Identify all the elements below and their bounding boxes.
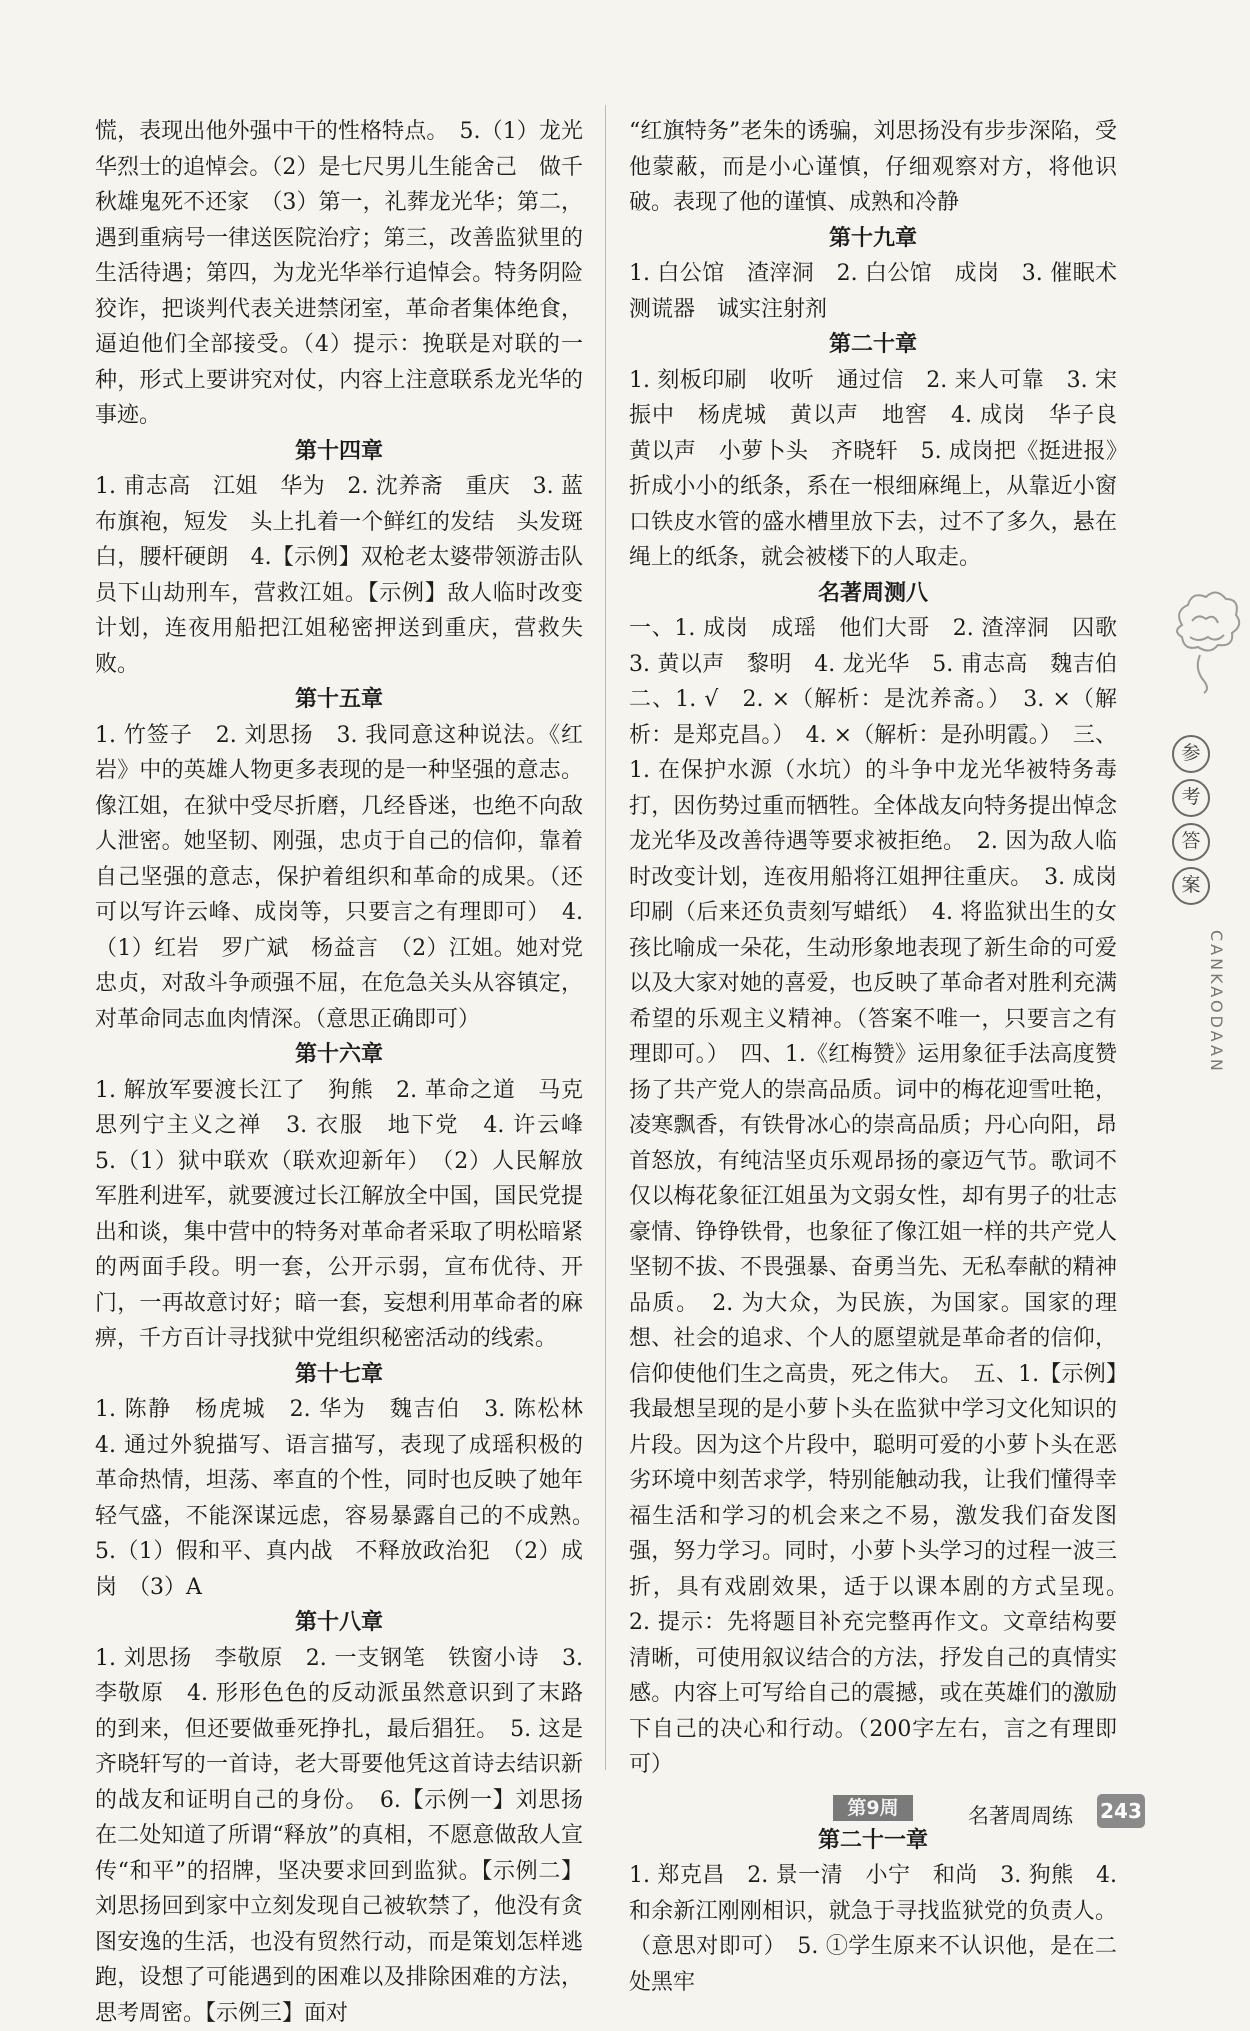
section-title: 第十四章 (95, 434, 583, 470)
column-divider (605, 105, 606, 1770)
answer-section (629, 221, 1117, 328)
section-title: 第二十章 (629, 327, 1117, 363)
answer-tab-char: 案 (1172, 867, 1210, 905)
left-column (95, 114, 583, 2031)
answer-tab-pinyin: CANKAODAAN (1200, 930, 1226, 1074)
answer-section (629, 1823, 1117, 2001)
answer-text: 1. 刻板印刷 收听 通过信 2. 来人可靠 3. 宋振中 杨虎城 黄以声 地窖 4. 成岗 华子良 黄以声 小萝卜头 齐晓轩 5. 成岗把《挺进报》折成小小的纸条，系在一根细麻绳上，从靠近小窗口铁皮水管的盛水槽里放下去，过不了多久，悬在绳上的纸条，就会被楼下的人取走。 (629, 363, 1117, 576)
answer-section (95, 682, 583, 1037)
section-title: 第十九章 (629, 221, 1117, 257)
answer-text: 1. 白公馆 渣滓洞 2. 白公馆 成岗 3. 催眠术 测谎器 诚实注射剂 (629, 256, 1117, 327)
section-title: 第十七章 (95, 1357, 583, 1393)
footer-book-title: 名著周周练 (968, 1800, 1073, 1830)
answer-tab-char: 答 (1172, 823, 1210, 861)
week-label: 第9周 (833, 1795, 913, 1821)
answer-text: 慌，表现出他外强中干的性格特点。 5.（1）龙光华烈士的追悼会。（2）是七尺男儿生能舍己 做千秋雄鬼死不还家 （3）第一，礼葬龙光华；第二，遇到重病号一律送医院治疗；第三，改善监狱里的生活待遇；第四，为龙光华举行追悼会。特务阴险狡诈，把谈判代表关进禁闭室，革命者集体绝食，逼迫他们全部接受。（4）提示：挽联是对联的一种，形式上要讲究对仗，内容上注意联系龙光华的事迹。 (95, 114, 583, 434)
answer-text: 1. 刘思扬 李敬原 2. 一支钢笔 铁窗小诗 3. 李敬原 4. 形形色色的反动派虽然意识到了末路的到来，但还要做垂死挣扎，最后猖狂。 5. 这是齐晓轩写的一首诗，老大哥要他凭这首诗去结识新的战友和证明自己的身份。 6.【示例一】刘思扬在二处知道了所谓“释放”的真相，不愿意做敌人宣传“和平”的招牌，坚决要求回到监狱。【示例二】刘思扬回到家中立刻发现自己被软禁了，他没有贪图安逸的生活，也没有贸然行动，而是策划怎样逃跑，设想了可能遇到的困难以及排除困难的方法，思考周密。【示例三】面对 (95, 1641, 583, 2031)
answer-text: 1. 陈静 杨虎城 2. 华为 魏吉伯 3. 陈松林 4. 通过外貌描写、语言描写，表现了成瑶积极的革命热情，坦荡、率直的个性，同时也反映了她年轻气盛，不能深谋远虑，容易暴露自己的不成熟。 5.（1）假和平、真内战 不释放政治犯 （2）成岗 （3）A (95, 1392, 583, 1605)
answer-section (95, 1037, 583, 1357)
answer-text: 1. 竹签子 2. 刘思扬 3. 我同意这种说法。《红岩》中的英雄人物更多表现的是一种坚强的意志。像江姐，在狱中受尽折磨，几经昏迷，也绝不向敌人泄密。她坚韧、刚强，忠贞于自己的信仰，靠着自己坚强的意志，保护着组织和革命的成果。（还可以写许云峰、成岗等，只要言之有理即可） 4.（1）红岩 罗广斌 杨益言 （2）江姐。她对党忠贞，对敌斗争顽强不屈，在危急关头从容镇定，对革命同志血肉情深。（意思正确即可） (95, 718, 583, 1038)
answer-tab-char: 参 (1172, 735, 1210, 773)
section-title: 名著周测八 (629, 576, 1117, 612)
answer-tab (1172, 735, 1212, 911)
right-column (629, 114, 1117, 2000)
section-title: 第十六章 (95, 1037, 583, 1073)
section-title: 第十五章 (95, 682, 583, 718)
answer-text: 一、1. 成岗 成瑶 他们大哥 2. 渣滓洞 囚歌 3. 黄以声 黎明 4. 龙光华 5. 甫志高 魏吉伯 二、1. √ 2. ×（解析：是沈养斋。） 3. ×（解析：是郑克昌。） 4. ×（解析：是孙明霞。） 三、1. 在保护水源（水坑）的斗争中龙光华被特务毒打，因伤势过重而牺牲。全体战友向特务提出悼念龙光华及改善待遇等要求被拒绝。 2. 因为敌人临时改变计划，连夜用船将江姐押往重庆。 3. 成岗 印刷（后来还负责刻写蜡纸） 4. 将监狱出生的女孩比喻成一朵花，生动形象地表现了新生命的可爱以及大家对她的喜爱，也反映了革命者对胜利充满希望的乐观主义精神。（答案不唯一，只要言之有理即可。） 四、1.《红梅赞》运用象征手法高度赞扬了共产党人的崇高品质。词中的梅花迎雪吐艳，凌寒飘香，有铁骨冰心的崇高品质；丹心向阳，昂首怒放，有纯洁坚贞乐观昂扬的豪迈气节。歌词不仅以梅花象征江姐虽为文弱女性，却有男子的壮志豪情、铮铮铁骨，也象征了像江姐一样的共产党人坚韧不拔、不畏强暴、奋勇当先、无私奉献的精神品质。 2. 为大众，为民族，为国家。国家的理想、社会的追求、个人的愿望就是革命者的信仰，信仰使他们生之高贵，死之伟大。 五、1.【示例】我最想呈现的是小萝卜头在监狱中学习文化知识的片段。因为这个片段中，聪明可爱的小萝卜头在恶劣环境中刻苦求学，特别能触动我，让我们懂得幸福生活和学习的机会来之不易，激发我们奋发图强，努力学习。同时，小萝卜头学习的过程一波三折，具有戏剧效果，适于以课本剧的方式呈现。 2. 提示：先将题目补充完整再作文。文章结构要清晰，可使用叙议结合的方法，抒发自己的真情实感。内容上可写给自己的震撼，或在英雄们的激励下自己的决心和行动。（200字左右，言之有理即可） (629, 611, 1117, 1783)
answer-text: 1. 解放军要渡长江了 狗熊 2. 革命之道 马克思列宁主义之禅 3. 衣服 地下党 4. 许云峰 5.（1）狱中联欢（联欢迎新年） （2）人民解放军胜利进军，就要渡过长江解放全中国，国民党提出和谈，集中营中的特务对革命者采取了明松暗紧的两面手段。明一套，公开示弱，宣布优待、开门，一再故意讨好；暗一套，妄想利用革命者的麻痹，千方百计寻找狱中党组织秘密活动的线索。 (95, 1073, 583, 1357)
answer-text: 1. 甫志高 江姐 华为 2. 沈养斋 重庆 3. 蓝布旗袍，短发 头上扎着一个鲜红的发结 头发斑白，腰杆硬朗 4.【示例】双枪老太婆带领游击队员下山劫刑车，营救江姐。【示例】敌人临时改变计划，连夜用船把江姐秘密押送到重庆，营救失败。 (95, 469, 583, 682)
section-title: 第二十一章 (629, 1823, 1117, 1859)
answer-tab-char: 考 (1172, 779, 1210, 817)
answer-section (629, 327, 1117, 576)
section-title: 第十八章 (95, 1605, 583, 1641)
answer-text: 1. 郑克昌 2. 景一清 小宁 和尚 3. 狗熊 4. 和余新江刚刚相识，就急于寻找监狱党的负责人。（意思对即可） 5. ①学生原来不认识他，是在二处黑牢 (629, 1858, 1117, 2000)
answer-section (95, 114, 583, 434)
answer-text: “红旗特务”老朱的诱骗，刘思扬没有步步深陷，受他蒙蔽，而是小心谨慎，仔细观察对方，将他识破。表现了他的谨慎、成熟和冷静 (629, 114, 1117, 221)
answer-section (95, 434, 583, 683)
answer-section (629, 576, 1117, 1783)
page-number: 243 (1097, 1794, 1145, 1828)
answer-section (95, 1357, 583, 1606)
answer-section (629, 114, 1117, 221)
cloud-ornament-icon (1170, 585, 1242, 695)
answer-section (95, 1605, 583, 2031)
